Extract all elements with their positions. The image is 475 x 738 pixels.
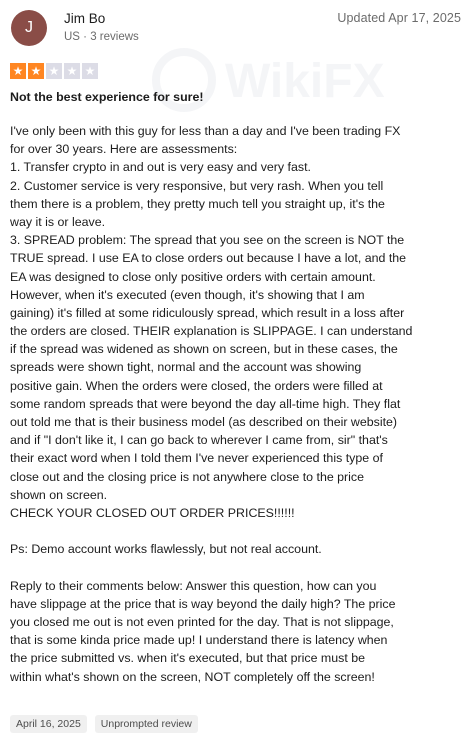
- review-body-line: Reply to their comments below: Answer this question, how can you: [10, 578, 377, 593]
- review-body-line: EA was designed to close only positive orders with certain amount.: [10, 269, 376, 284]
- avatar[interactable]: J: [11, 10, 47, 46]
- star-empty-icon: ★: [82, 63, 98, 79]
- wikifx-watermark: [150, 35, 400, 125]
- review-body-line: 2. Customer service is very responsive, but very rash. When you tell: [10, 178, 384, 193]
- review-body-line: that is some kinda price made up! I understand there is latency when: [10, 633, 388, 648]
- star-filled-icon: ★: [28, 63, 44, 79]
- star-filled-icon: ★: [10, 63, 26, 79]
- review-body-line: CHECK YOUR CLOSED OUT ORDER PRICES!!!!!!: [10, 505, 295, 520]
- review-body-line: you closed me out is not even printed for the day. That is not slippage,: [10, 615, 394, 630]
- watermark-text: WikiFX: [225, 55, 385, 108]
- review-body-line: Ps: Demo account works flawlessly, but not real account.: [10, 542, 322, 557]
- review-body-line: within what's shown on the screen, NOT completely off the screen!: [10, 669, 375, 684]
- experience-date-tag: April 16, 2025: [10, 715, 87, 733]
- star-rating: [10, 63, 98, 79]
- review-body-line: have slippage at the price that is way beyond the daily high? The price: [10, 596, 396, 611]
- review-date: Updated Apr 17, 2025: [337, 11, 461, 25]
- review-title[interactable]: Not the best experience for sure!: [10, 90, 204, 104]
- review-body-line: for over 30 years. Here are assessments:: [10, 142, 238, 157]
- review-body-line: gaining) it's filled at some ridiculously spread, which result in a loss after: [10, 305, 405, 320]
- review-body-line: spreads were shown tight, normal and the account was showing: [10, 360, 362, 375]
- paragraph-gap: [10, 522, 468, 540]
- review-body-line: I've only been with this guy for less than a day and I've been trading FX: [10, 124, 401, 138]
- review-body-line: and if "I don't like it, I can go back to wherever I came from, sir" that's: [10, 433, 388, 448]
- star-empty-icon: ★: [46, 63, 62, 79]
- review-body-line: close out and the closing price is not anywhere close to the price: [10, 469, 365, 484]
- review-body-line: 3. SPREAD problem: The spread that you see on the screen is NOT the: [10, 233, 405, 248]
- review-body-line: the price submitted vs. when it's executed, but that price must be: [10, 651, 365, 666]
- star-empty-icon: ★: [64, 63, 80, 79]
- review-header: [10, 8, 465, 48]
- review-body-line: shown on screen.: [10, 487, 108, 502]
- review-body-line: TRUE spread. I use EA to close orders out because I have a lot, and the: [10, 251, 407, 266]
- reviewer-name[interactable]: Jim Bo: [64, 11, 106, 26]
- review-body-line: way it is or leave.: [10, 214, 106, 229]
- review-body-line: out told me that is their business model (as described on their website): [10, 415, 398, 429]
- review-body-line: 1. Transfer crypto in and out is very easy and very fast.: [10, 160, 311, 175]
- review-tags: [10, 715, 198, 733]
- paragraph-gap: [10, 559, 468, 577]
- review-body-line: the orders are closed. THEIR explanation is SLIPPAGE. I can understand: [10, 324, 413, 339]
- unprompted-review-badge[interactable]: Unprompted review: [95, 715, 198, 733]
- review-body: [10, 122, 468, 686]
- review-body-line: them there is a problem, they pretty much tell you straight up, it's the: [10, 196, 385, 211]
- review-body-line: if the spread was widened as shown on screen, but in these cases, the: [10, 342, 398, 357]
- review-body-line: their exact word when I told them I've never experienced this type of: [10, 451, 383, 466]
- review-body-line: some random spreads that were beyond the day all-time high. They flat: [10, 396, 401, 411]
- review-body-line: positive gain. When the orders were closed, the orders were filled at: [10, 378, 383, 393]
- review-body-line: However, when it's executed (even though, it's showing that I am: [10, 287, 365, 302]
- reviewer-meta: US · 3 reviews: [64, 31, 139, 43]
